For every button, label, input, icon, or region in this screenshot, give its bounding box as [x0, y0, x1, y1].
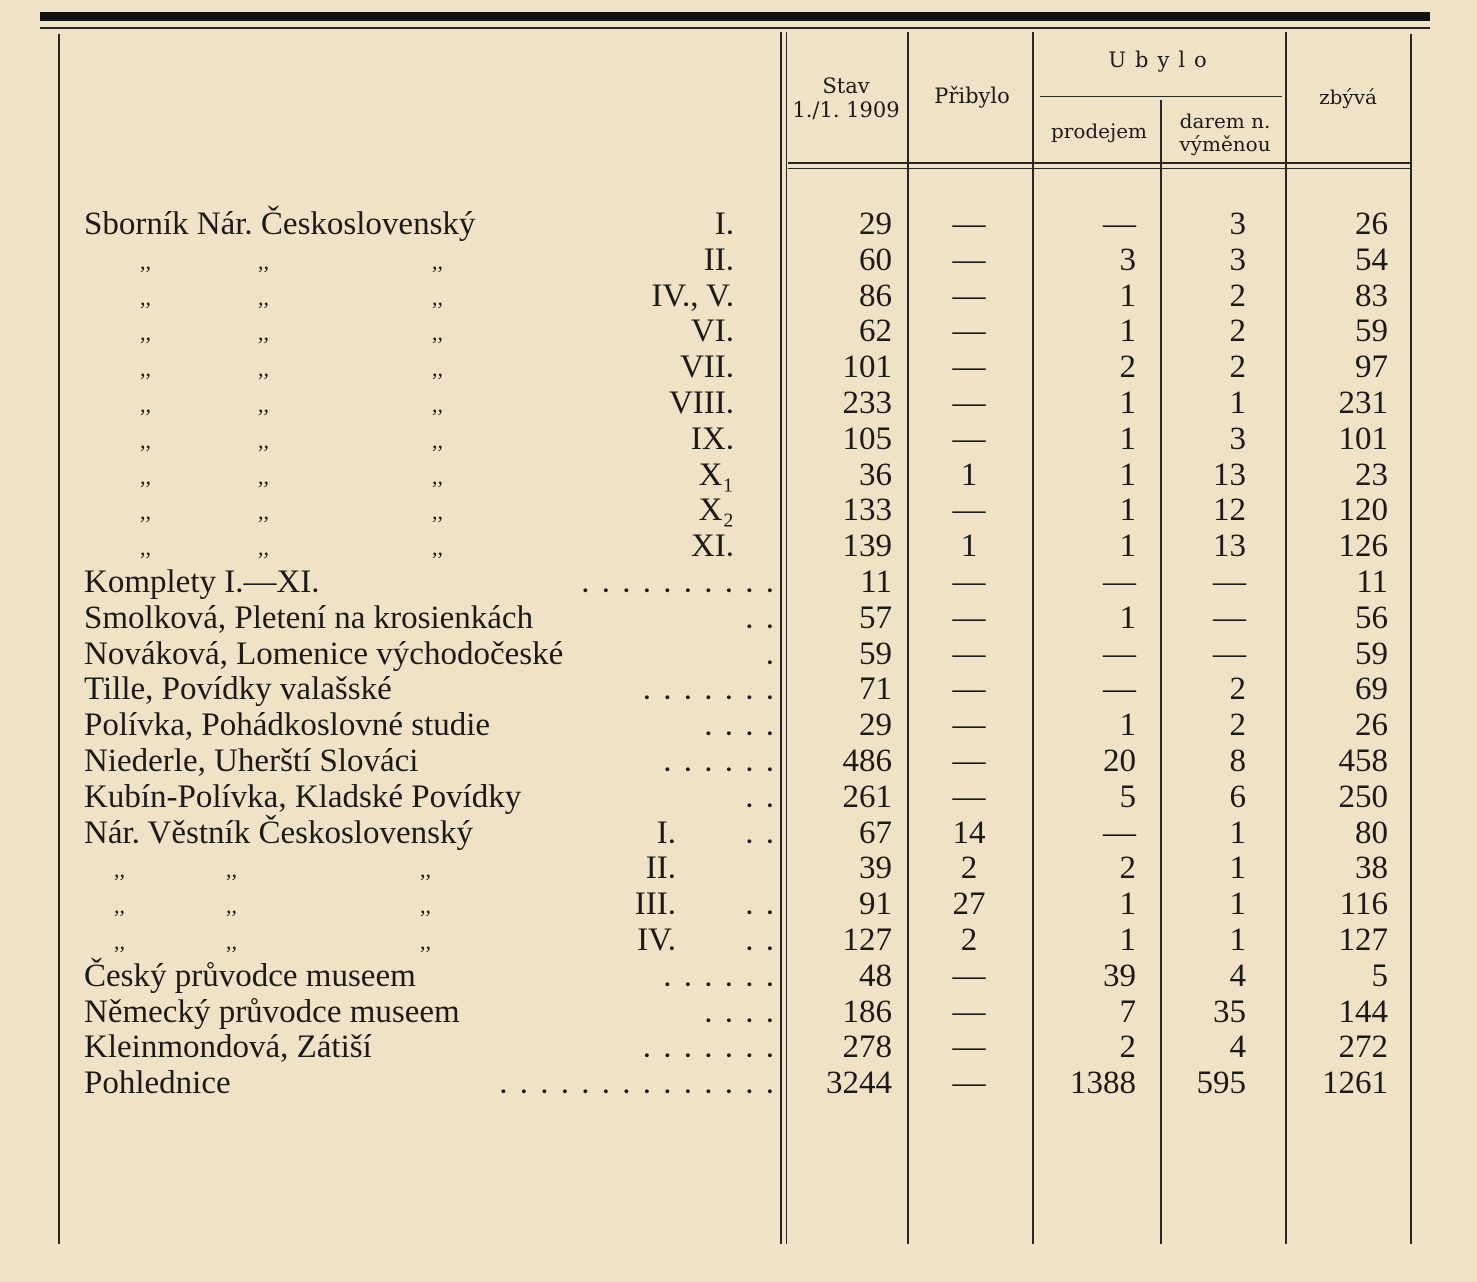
ditto-mark: ,,	[432, 320, 443, 346]
cell-stav: 60	[859, 241, 892, 278]
cell-zbyva: 1261	[1322, 1065, 1388, 1102]
row-volume: IV.	[637, 922, 676, 958]
cell-zbyva: 97	[1355, 349, 1388, 386]
row-leader-dots: . .	[745, 599, 776, 636]
cell-prodejem: 1	[1119, 922, 1136, 958]
cell-darem: 13	[1213, 528, 1246, 565]
ditto-mark: ,,	[258, 284, 269, 310]
cell-darem: 1	[1229, 814, 1246, 851]
cell-darem: —	[1213, 635, 1246, 672]
cell-zbyva: 59	[1355, 635, 1388, 672]
cell-zbyva: 231	[1338, 385, 1388, 421]
ditto-mark: ,,	[258, 499, 269, 525]
ditto-mark: ,,	[140, 356, 151, 382]
cell-zbyva: 144	[1338, 993, 1388, 1030]
ditto-mark: ,,	[258, 535, 269, 561]
cell-stav: 3244	[826, 1065, 892, 1102]
row-volume: IV., V.	[651, 277, 734, 314]
cell-pribylo: —	[952, 671, 986, 708]
cell-pribylo: —	[952, 993, 986, 1030]
cell-prodejem: 1	[1119, 886, 1136, 923]
table-row	[0, 1029, 1477, 1065]
header-stav-line1: Stav	[822, 74, 870, 98]
ditto-mark: ,,	[114, 893, 125, 919]
cell-darem: 4	[1229, 957, 1246, 994]
cell-zbyva: 272	[1338, 1029, 1388, 1066]
table-row	[0, 707, 1477, 743]
ditto-mark: ,,	[140, 535, 151, 561]
cell-darem: 1	[1229, 850, 1246, 887]
cell-zbyva: 83	[1355, 277, 1388, 314]
ditto-mark: ,,	[114, 929, 125, 954]
cell-stav: 91	[859, 886, 892, 923]
cell-zbyva: 5	[1371, 957, 1388, 994]
cell-stav: 261	[842, 778, 892, 815]
cell-darem: 13	[1213, 456, 1246, 493]
table-row	[0, 850, 1477, 886]
cell-pribylo: —	[952, 1029, 986, 1066]
table-row	[0, 528, 1477, 564]
cell-darem: 2	[1229, 277, 1246, 314]
ditto-mark: ,,	[226, 893, 237, 919]
cell-zbyva: 23	[1355, 456, 1388, 493]
ditto-mark: ,,	[258, 320, 269, 346]
cell-stav: 233	[842, 385, 892, 421]
cell-zbyva: 458	[1338, 743, 1388, 779]
cell-prodejem: 1	[1119, 492, 1136, 529]
row-label: Německý průvodce museem	[84, 993, 460, 1030]
row-leader-dots: . . . .	[704, 993, 776, 1030]
cell-darem: 1	[1229, 886, 1246, 923]
table-row	[0, 922, 1477, 958]
cell-darem: 2	[1229, 313, 1246, 350]
cell-zbyva: 11	[1356, 564, 1388, 600]
table-row	[0, 671, 1477, 707]
cell-pribylo: —	[952, 385, 986, 421]
cell-stav: 67	[859, 814, 892, 851]
ditto-mark: ,,	[140, 427, 151, 453]
cell-pribylo: —	[952, 778, 986, 815]
ubylo-underline	[1040, 96, 1282, 97]
row-volume: VI.	[690, 313, 734, 350]
table-row	[0, 958, 1477, 994]
cell-stav: 86	[859, 277, 892, 314]
cell-darem: —	[1213, 599, 1246, 636]
row-leader-dots: .	[765, 635, 776, 672]
row-leader-dots: . . . . . .	[663, 743, 776, 779]
header-ubylo: Ubylo	[1108, 48, 1216, 72]
row-volume: I.	[714, 206, 734, 242]
cell-darem: 3	[1229, 241, 1246, 278]
ditto-mark: ,,	[258, 392, 269, 417]
header-bottom-rule-2	[788, 168, 1410, 169]
table-row	[0, 421, 1477, 457]
cell-darem: 6	[1229, 778, 1246, 815]
cell-pribylo: —	[952, 707, 986, 744]
cell-pribylo: —	[952, 241, 986, 278]
cell-prodejem: 1	[1119, 707, 1136, 744]
cell-darem: 4	[1229, 1029, 1246, 1066]
ditto-mark: ,,	[432, 284, 443, 310]
row-leader-dots: . .	[745, 922, 776, 958]
cell-stav: 59	[859, 635, 892, 672]
row-volume: IX.	[690, 420, 734, 457]
cell-pribylo: —	[952, 349, 986, 386]
cell-darem: 2	[1229, 671, 1246, 708]
cell-prodejem: 1	[1119, 385, 1136, 421]
row-volume: I.	[656, 814, 676, 851]
row-volume: VII.	[679, 349, 734, 386]
cell-darem: 8	[1229, 743, 1246, 779]
table-row	[0, 636, 1477, 672]
row-leader-dots: . . . . . .	[663, 957, 776, 994]
ditto-mark: ,,	[226, 929, 237, 954]
table-row	[0, 779, 1477, 815]
cell-zbyva: 54	[1355, 241, 1388, 278]
ditto-mark: ,,	[140, 499, 151, 525]
table-row	[0, 886, 1477, 922]
cell-prodejem: 1	[1119, 420, 1136, 457]
cell-stav: 71	[859, 671, 892, 708]
cell-prodejem: —	[1103, 206, 1136, 242]
row-label: Tille, Povídky valašské	[84, 671, 392, 708]
cell-prodejem: 2	[1119, 850, 1136, 887]
cell-prodejem: —	[1103, 814, 1136, 851]
header-zbyva: zbývá	[1319, 85, 1377, 109]
table-row	[0, 349, 1477, 385]
ditto-mark: ,,	[140, 463, 151, 489]
table-row	[0, 600, 1477, 636]
cell-stav: 57	[859, 599, 892, 636]
row-volume: VIII.	[668, 385, 734, 421]
cell-pribylo: 1	[960, 456, 978, 493]
row-label: Sborník Nár. Československý	[84, 206, 476, 242]
cell-zbyva: 59	[1355, 313, 1388, 350]
cell-pribylo: —	[952, 206, 986, 242]
cell-stav: 133	[842, 492, 892, 529]
ditto-mark: ,,	[432, 535, 443, 561]
row-volume: III.	[634, 886, 676, 923]
cell-pribylo: —	[952, 635, 986, 672]
cell-prodejem: —	[1103, 635, 1136, 672]
row-volume: II.	[703, 241, 734, 278]
row-volume: II.	[645, 850, 676, 887]
ditto-mark: ,,	[258, 463, 269, 489]
cell-prodejem: 39	[1103, 957, 1136, 994]
ditto-mark: ,,	[140, 320, 151, 346]
ditto-mark: ,,	[432, 463, 443, 489]
header-darem-line2: výměnou	[1179, 132, 1271, 156]
ditto-mark: ,,	[140, 392, 151, 417]
cell-prodejem: 5	[1119, 778, 1136, 815]
row-leader-dots: . . . . . . .	[642, 1029, 776, 1066]
row-label: Nár. Věstník Československý	[84, 814, 473, 851]
cell-pribylo: —	[952, 492, 986, 529]
table-row	[0, 242, 1477, 278]
cell-darem: 2	[1229, 707, 1246, 744]
cell-prodejem: —	[1103, 564, 1136, 600]
table-row	[0, 564, 1477, 600]
ditto-mark: ,,	[114, 857, 125, 883]
cell-prodejem: 1388	[1070, 1065, 1136, 1102]
cell-zbyva: 126	[1338, 528, 1388, 565]
cell-zbyva: 26	[1355, 206, 1388, 242]
cell-zbyva: 101	[1338, 420, 1388, 457]
cell-darem: 1	[1229, 385, 1246, 421]
row-label: Niederle, Uherští Slováci	[84, 743, 419, 779]
table-row	[0, 457, 1477, 493]
row-leader-dots: . . . . . . .	[642, 671, 776, 708]
table-row	[0, 492, 1477, 528]
cell-stav: 139	[842, 528, 892, 565]
ditto-mark: ,,	[258, 248, 269, 274]
cell-stav: 29	[859, 206, 892, 242]
ditto-mark: ,,	[258, 427, 269, 453]
cell-pribylo: —	[952, 313, 986, 350]
header-pribylo: Přibylo	[934, 84, 1010, 108]
header-darem-line1: darem n.	[1179, 109, 1271, 133]
cell-zbyva: 120	[1338, 492, 1388, 529]
header-prodejem: prodejem	[1050, 119, 1148, 143]
ditto-mark: ,,	[140, 284, 151, 310]
ditto-mark: ,,	[432, 427, 443, 453]
ditto-mark: ,,	[432, 499, 443, 525]
table-row	[0, 1065, 1477, 1101]
cell-darem: 595	[1196, 1065, 1246, 1102]
cell-stav: 101	[842, 349, 892, 386]
table-row	[0, 815, 1477, 851]
row-label: Pohlednice	[84, 1065, 231, 1102]
cell-stav: 39	[859, 850, 892, 887]
cell-prodejem: 1	[1119, 528, 1136, 565]
cell-darem: 35	[1213, 993, 1246, 1030]
ditto-mark: ,,	[140, 248, 151, 274]
ditto-mark: ,,	[226, 857, 237, 883]
cell-zbyva: 116	[1339, 886, 1388, 923]
top-thick-rule	[40, 12, 1430, 21]
header-stav	[784, 74, 908, 122]
cell-pribylo: 27	[952, 886, 986, 923]
table-row	[0, 278, 1477, 314]
row-leader-dots: . . . .	[704, 707, 776, 744]
cell-zbyva: 127	[1338, 922, 1388, 958]
row-leader-dots: . . . . . . . . . .	[581, 564, 776, 600]
table-row	[0, 994, 1477, 1030]
cell-prodejem: 1	[1119, 456, 1136, 493]
cell-darem: —	[1213, 564, 1246, 600]
row-label: Komplety I.—XI.	[84, 564, 320, 600]
table-row	[0, 206, 1477, 242]
top-thin-rule	[40, 27, 1430, 29]
cell-zbyva: 38	[1355, 850, 1388, 887]
row-leader-dots: . . . . . . . . . . . . . .	[499, 1065, 776, 1102]
cell-prodejem: 2	[1119, 349, 1136, 386]
cell-pribylo: —	[952, 957, 986, 994]
cell-stav: 11	[860, 564, 892, 600]
cell-prodejem: —	[1103, 671, 1136, 708]
cell-pribylo: —	[952, 599, 986, 636]
cell-prodejem: 2	[1119, 1029, 1136, 1066]
row-label: Nováková, Lomenice východočeské	[84, 635, 564, 672]
cell-darem: 3	[1229, 420, 1246, 457]
row-label: Polívka, Pohádkoslovné studie	[84, 707, 491, 744]
row-label: Český průvodce museem	[84, 957, 416, 994]
ditto-mark: ,,	[432, 248, 443, 274]
ditto-mark: ,,	[420, 893, 431, 919]
cell-prodejem: 1	[1119, 277, 1136, 314]
row-leader-dots: . .	[745, 886, 776, 923]
cell-pribylo: —	[952, 743, 986, 779]
ditto-mark: ,,	[258, 356, 269, 382]
cell-stav: 36	[859, 456, 892, 493]
ditto-mark: ,,	[432, 392, 443, 417]
cell-prodejem: 1	[1119, 313, 1136, 350]
header-bottom-rule	[788, 162, 1410, 164]
row-volume: X₁	[698, 456, 734, 493]
ditto-mark: ,,	[420, 857, 431, 883]
cell-pribylo: 2	[960, 850, 978, 887]
row-volume: XI.	[690, 528, 734, 565]
cell-stav: 29	[859, 707, 892, 744]
row-label: Kleinmondová, Zátiší	[84, 1029, 372, 1066]
row-label: Kubín-Polívka, Kladské Povídky	[84, 778, 522, 815]
cell-darem: 1	[1229, 922, 1246, 958]
header-darem	[1162, 110, 1288, 156]
row-leader-dots: . .	[745, 778, 776, 815]
cell-pribylo: 2	[960, 922, 978, 958]
cell-stav: 105	[842, 420, 892, 457]
cell-stav: 62	[859, 313, 892, 350]
cell-darem: 3	[1229, 206, 1246, 242]
cell-prodejem: 20	[1103, 743, 1136, 779]
cell-prodejem: 7	[1119, 993, 1136, 1030]
cell-zbyva: 26	[1355, 707, 1388, 744]
cell-zbyva: 250	[1338, 778, 1388, 815]
ditto-mark: ,,	[432, 356, 443, 382]
header-stav-line2: 1./1. 1909	[792, 98, 900, 123]
cell-stav: 48	[859, 957, 892, 994]
ditto-mark: ,,	[420, 929, 431, 954]
cell-pribylo: 14	[952, 814, 986, 851]
cell-stav: 278	[842, 1029, 892, 1066]
cell-darem: 12	[1213, 492, 1246, 529]
cell-stav: 486	[842, 743, 892, 779]
cell-pribylo: —	[952, 420, 986, 457]
cell-pribylo: —	[952, 277, 986, 314]
table-row	[0, 743, 1477, 779]
cell-pribylo: 1	[960, 528, 978, 565]
cell-zbyva: 56	[1355, 599, 1388, 636]
row-leader-dots: . .	[745, 814, 776, 851]
cell-darem: 2	[1229, 349, 1246, 386]
cell-zbyva: 69	[1355, 671, 1388, 708]
row-volume: X₂	[698, 492, 734, 529]
cell-pribylo: —	[952, 564, 986, 600]
table-row	[0, 385, 1477, 421]
table-row	[0, 313, 1477, 349]
cell-stav: 127	[842, 922, 892, 958]
cell-prodejem: 3	[1119, 241, 1136, 278]
cell-prodejem: 1	[1119, 599, 1136, 636]
cell-stav: 186	[842, 993, 892, 1030]
cell-pribylo: —	[952, 1065, 986, 1102]
cell-zbyva: 80	[1355, 814, 1388, 851]
row-label: Smolková, Pletení na krosienkách	[84, 599, 534, 636]
